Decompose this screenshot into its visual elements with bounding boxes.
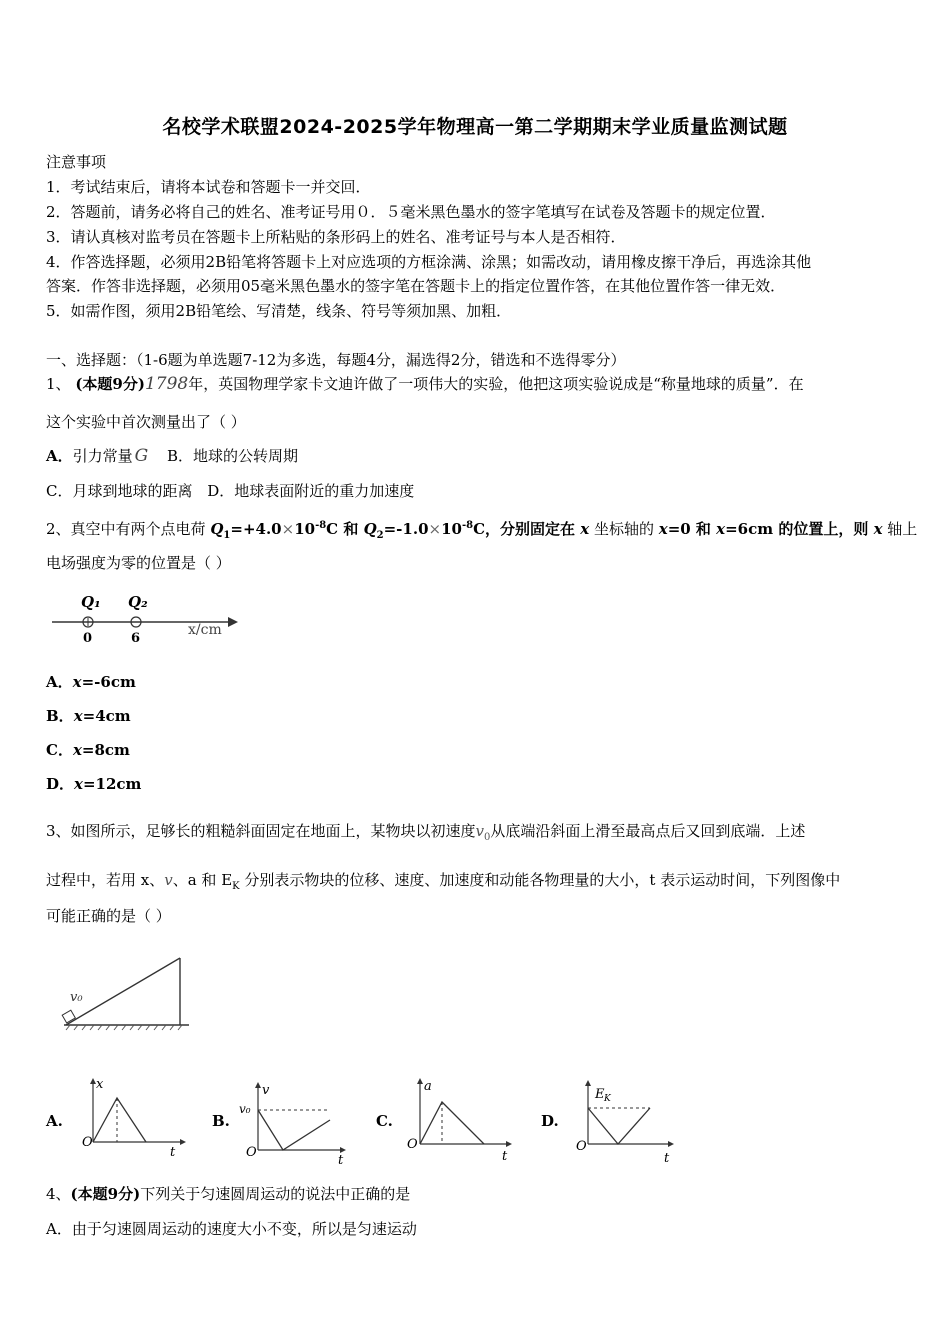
- q3-graph-c: [404, 1076, 516, 1162]
- section-heading: 一、选择题：（1-6题为单选题7-12为多选，每题4分，漏选得2分，错选和不选得零分）: [46, 351, 626, 369]
- q3-graph-d: [572, 1078, 684, 1166]
- q4-score: (本题9分): [70, 1185, 141, 1203]
- question-3-line-3: 可能正确的是（ ）: [46, 907, 171, 925]
- q3-graph-b: [238, 1080, 350, 1168]
- q3-graph-a: [80, 1076, 190, 1158]
- q1-option-a-symbol: G: [134, 446, 149, 466]
- q1-option-row-1: [46, 446, 298, 466]
- q2-q1-subscript: 1: [223, 530, 231, 541]
- q3-text: 分别表示物块的位移、速度、加速度和动能各物理量的大小，t 表示运动时间，下列图像中: [239, 871, 841, 889]
- q3-text: 从底端沿斜面上滑至最高点后又回到底端．上述: [490, 822, 806, 840]
- q2-option-b: [46, 706, 131, 726]
- q2-x6-value: =6cm 的位置上，则: [725, 520, 874, 538]
- q2-exp2-power: -8: [461, 520, 474, 531]
- q2-option-a: [46, 672, 136, 692]
- q1-text: 年，英国物理学家卡文迪许做了一项伟大的实验，他把这项实验说成是“称量地球的质量”．在: [188, 375, 804, 393]
- question-1-line-2: 这个实验中首次测量出了（ ）: [46, 413, 246, 431]
- q2-exp1: 10: [294, 520, 316, 538]
- q3-fig-v0-label: v₀: [70, 990, 83, 1005]
- question-2-line-1: [46, 516, 917, 546]
- notice-item: 4．作答选择题，必须用2B铅笔将答题卡上对应选项的方框涂满、涂黑；如需改动，请用橡皮擦干净后，再选涂其他: [46, 253, 812, 271]
- q3-graph-c-origin: O: [407, 1137, 418, 1152]
- q2-unit1: C 和: [326, 520, 364, 538]
- q2-q1-value: =+4.0: [230, 520, 282, 538]
- q2-fig-axis-label: x/cm: [188, 622, 222, 638]
- q2-q2-symbol: Q: [363, 520, 377, 538]
- notice-item: 3．请认真核对监考员在答题卡上所粘贴的条形码上的姓名、准考证号与本人是否相符．: [46, 228, 626, 246]
- q3-graph-d-ysub: K: [604, 1094, 611, 1104]
- q2-option-label: D．: [46, 775, 75, 793]
- notice-heading: 注意事项: [46, 153, 107, 171]
- q3-ek-subscript: K: [232, 881, 240, 892]
- q3-text: 过程中，若用 x、: [46, 871, 165, 889]
- q4-option-a: A．由于匀速圆周运动的速度大小不变，所以是匀速运动: [46, 1220, 417, 1238]
- q2-option-label: C．: [46, 741, 73, 759]
- q3-incline-figure: [56, 952, 196, 1032]
- q1-option-a-text: 引力常量: [72, 447, 133, 465]
- q1-year: 1798: [144, 374, 189, 394]
- q3-graph-c-tlabel: t: [502, 1149, 508, 1162]
- q2-option-d: [46, 774, 141, 794]
- question-1-line-1: [46, 374, 804, 394]
- q3-graph-a-tlabel: t: [170, 1145, 176, 1158]
- q1-option-a-label: A．: [46, 447, 73, 465]
- q2-text: 2、真空中有两个点电荷: [46, 520, 211, 538]
- q3-graph-a-origin: O: [82, 1135, 93, 1150]
- q2-fig-q2-label: Q₂: [128, 593, 148, 611]
- q1-prefix: 1、: [46, 375, 71, 393]
- q4-prefix: 4、: [46, 1185, 71, 1203]
- q2-option-value: =12cm: [82, 775, 142, 793]
- q3-graph-b-ylabel: v: [262, 1083, 270, 1098]
- q2-option-var: x: [74, 775, 83, 793]
- q3-v0-subscript: 0: [484, 832, 491, 843]
- q2-option-label: A．: [46, 673, 73, 691]
- notice-item: 5．如需作图，须用2B铅笔绘、写清楚，线条、符号等须加黑、加粗．: [46, 302, 512, 320]
- q3-graph-a-label: A.: [46, 1112, 63, 1130]
- q2-exp1-power: -8: [315, 520, 327, 531]
- q2-x-var: x: [716, 520, 726, 538]
- q3-graph-d-origin: O: [576, 1139, 587, 1154]
- q3-v-symbol: v: [164, 871, 173, 889]
- question-4-line-1: [46, 1184, 410, 1204]
- q1-option-d: D．地球表面附近的重力加速度: [207, 482, 415, 500]
- q2-x-var: x: [658, 520, 668, 538]
- question-3-line-1: [46, 821, 805, 848]
- q2-option-value: =-6cm: [81, 673, 136, 691]
- q3-graph-a-ylabel: x: [96, 1077, 104, 1092]
- q2-fig-q1-label: Q₁: [81, 593, 101, 611]
- q2-option-var: x: [72, 741, 82, 759]
- q3-graph-d-ylabel: E: [595, 1087, 605, 1102]
- q2-option-label: B．: [46, 707, 74, 725]
- q2-x-var: x: [873, 520, 883, 538]
- q3-graph-b-label: B.: [212, 1112, 230, 1130]
- q3-graph-c-ylabel: a: [424, 1079, 432, 1094]
- q4-text: 下列关于匀速圆周运动的说法中正确的是: [140, 1185, 411, 1203]
- q3-graph-b-tlabel: t: [338, 1153, 344, 1168]
- q2-option-c: [46, 740, 130, 760]
- q2-option-var: x: [72, 673, 82, 691]
- q1-score: (本题9分): [75, 375, 145, 393]
- q3-graph-c-label: C.: [376, 1112, 393, 1130]
- q2-unit2: C，分别固定在: [473, 520, 581, 538]
- q2-option-value: =8cm: [81, 741, 130, 759]
- page-title: 名校学术联盟2024-2025学年物理高一第二学期期末学业质量监测试题: [162, 116, 788, 138]
- notice-item: 答案．作答非选择题，必须用05毫米黑色墨水的签字笔在答题卡上的指定位置作答，在其他位置作答一律无效．: [46, 277, 786, 295]
- q2-text: 轴上: [882, 520, 918, 538]
- q2-q1-symbol: Q: [210, 520, 224, 538]
- q2-times-sign: ×: [281, 520, 295, 538]
- q2-times-sign: ×: [428, 520, 442, 538]
- q2-exp2: 10: [441, 520, 462, 538]
- q2-charge-axis-figure: [48, 588, 238, 646]
- q1-option-row-2: [46, 481, 414, 501]
- q3-graph-d-tlabel: t: [664, 1151, 670, 1166]
- q2-x-var: x: [580, 520, 590, 538]
- q2-option-value: =4cm: [82, 707, 131, 725]
- question-2-line-2: 电场强度为零的位置是（ ）: [46, 554, 231, 572]
- q2-q2-subscript: 2: [376, 530, 384, 541]
- q2-fig-tick-0: 0: [83, 631, 93, 646]
- q3-text: 3、如图所示，足够长的粗糙斜面固定在地面上，某物块以初速度: [46, 822, 476, 840]
- q3-v0-symbol: v: [475, 822, 485, 840]
- q3-graph-d-label: D.: [541, 1112, 559, 1130]
- q3-graph-b-v0: v₀: [239, 1102, 251, 1116]
- notice-item: 2．答题前，请务必将自己的姓名、准考证号用０．５毫米黑色墨水的签字笔填写在试卷及答题卡的规定位置．: [46, 203, 776, 221]
- q2-q2-value: =-1.0: [383, 520, 429, 538]
- q2-fig-tick-6: 6: [131, 631, 141, 646]
- q3-text: 、a 和 E: [172, 871, 233, 889]
- q2-x0-value: =0 和: [667, 520, 717, 538]
- q3-graph-b-origin: O: [246, 1145, 257, 1160]
- q2-option-var: x: [73, 707, 83, 725]
- question-3-line-2: [46, 870, 840, 897]
- q2-text: 坐标轴的: [589, 520, 659, 538]
- notice-item: 1．考试结束后，请将本试卷和答题卡一并交回．: [46, 178, 371, 196]
- q1-option-c: C．月球到地球的距离: [46, 482, 193, 500]
- q1-option-b: B．地球的公转周期: [167, 447, 299, 465]
